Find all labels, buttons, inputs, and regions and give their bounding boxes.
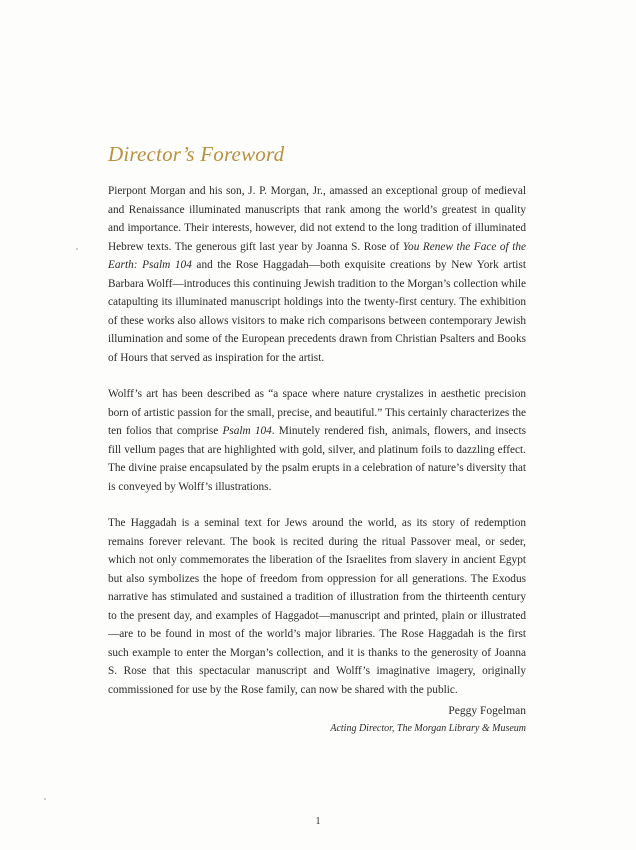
paragraph-text: Wolff’s art has been described as “a space where nature crystalizes in aesthetic precision born of artistic passion for the small, precise, and beautiful.” This certainly characterizes the ten folios that comprise	[108, 388, 526, 437]
work-title: You Renew the Face of the Earth: Psalm 104	[108, 240, 526, 271]
signatory-title: Acting Director, The Morgan Library & Museum	[330, 723, 526, 734]
paragraph-text: The Haggadah is a seminal text for Jews around the world, as its story of redemption remains forever relevant. The book is recited during the ritual Passover meal, or seder, which not only commemorates the liberation of the Israelites from slavery in ancient Egypt but also symbolizes the hope of freedom from oppression for all generations. The Exodus narrative has stimulated and sustained a tradition of illustration from the thirteenth century to the present day, and examples of Haggadot—manuscript and printed, plain or illustrated—are to be found in most of the world’s major libraries. The Rose Haggadah is the first such example to enter the Morgan’s collection, and it is thanks to the generosity of Joanna S. Rose that this spectacular manuscript and Wolff’s imaginative imagery, originally commissioned for use by the Rose family, can now be shared with the public.	[108, 517, 526, 696]
paragraph	[108, 514, 526, 699]
signatory-name: Peggy Fogelman	[448, 705, 526, 717]
page-title: Director’s Foreword	[108, 142, 285, 166]
paragraph-text: Pierpont Morgan and his son, J. P. Morgan, Jr., amassed an exceptional group of medieval and Renaissance illuminated manuscripts that rank among the world’s greatest in quality and importance. Their interests, however, did not extend to the long tradition of illuminated Hebrew texts. The generous gift last year by Joanna S. Rose of	[108, 185, 526, 253]
work-title: Psalm 104	[222, 425, 272, 437]
signature-block	[300, 702, 526, 738]
paper-speck	[76, 248, 78, 250]
paragraph-text: and the Rose Haggadah—both exquisite creations by New York artist Barbara Wolff—introduces this continuing Jewish tradition to the Morgan’s collection while catapulting its illuminated manuscript holdings into the twenty-first century. The exhibition of these works also allows visitors to make rich comparisons between contemporary Jewish illumination and some of the European precedents drawn from Christian Psalters and Books of Hours that served as inspiration for the artist.	[108, 259, 526, 364]
paragraph	[108, 182, 526, 367]
paper-speck	[44, 798, 46, 800]
foreword-body	[108, 182, 526, 717]
paragraph	[108, 385, 526, 496]
page-number: 1	[315, 816, 321, 827]
paragraph-text: . Minutely rendered fish, animals, flowers, and insects fill vellum pages that are highlighted with gold, silver, and platinum foils to dazzling effect. The divine praise encapsulated by the psalm erupts in a celebration of nature’s diversity that is conveyed by Wolff’s illustrations.	[108, 425, 526, 493]
